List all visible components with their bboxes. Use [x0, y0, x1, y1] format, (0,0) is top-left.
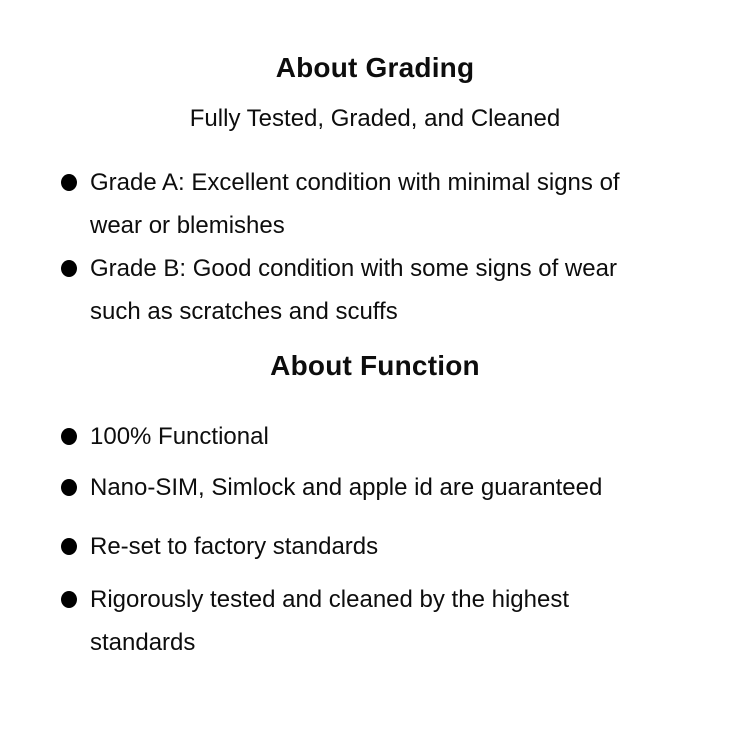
bullet-line: 100% Functional: [90, 423, 269, 450]
list-item-functional: [60, 415, 680, 458]
grading-bullet-list: [60, 161, 680, 333]
list-item-tested-cleaned: [60, 578, 680, 664]
bullet-icon: [61, 174, 77, 191]
function-section-title: About Function: [270, 350, 480, 381]
list-item-factory-reset: [60, 525, 680, 568]
grading-section-subtitle: Fully Tested, Graded, and Cleaned: [189, 105, 561, 132]
bullet-line: Re-set to factory standards: [90, 533, 379, 560]
bullet-line: Nano-SIM, Simlock and apple id are guaranteed: [90, 474, 603, 501]
bullet-line: wear or blemishes: [90, 212, 285, 239]
bullet-line: standards: [90, 629, 196, 656]
bullet-icon: [61, 479, 77, 496]
bullet-icon: [61, 538, 77, 555]
function-bullet-list: [60, 415, 680, 664]
list-item-grade-a: [60, 161, 680, 247]
bullet-icon: [61, 428, 77, 445]
bullet-icon: [61, 591, 77, 608]
grading-section-title: About Grading: [275, 52, 475, 83]
list-item-grade-b: [60, 247, 680, 333]
bullet-line: Rigorously tested and cleaned by the highest: [90, 586, 569, 613]
bullet-line: Grade A: Excellent condition with minimal signs of: [90, 169, 620, 196]
bullet-icon: [61, 260, 77, 277]
bullet-line: such as scratches and scuffs: [90, 298, 398, 325]
list-item-sim-guarantee: [60, 466, 680, 509]
bullet-line: Grade B: Good condition with some signs of wear: [90, 255, 617, 282]
